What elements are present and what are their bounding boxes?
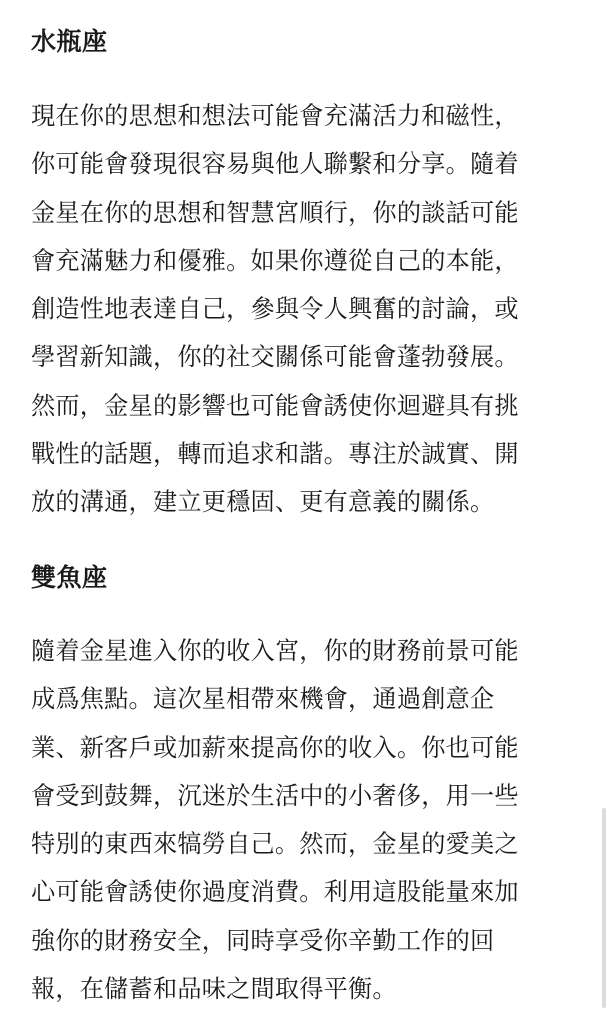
paragraph-line: 心可能會誘使你過度消費。利用這股能量來加	[31, 878, 519, 907]
paragraph-line: 然而，金星的影響也可能會誘使你迴避具有挑	[31, 391, 519, 420]
scrollbar-thumb[interactable]	[602, 808, 606, 1008]
paragraph-line: 金星在你的思想和智慧宮順行，你的談話可能	[31, 198, 519, 227]
paragraph-line: 強你的財務安全，同時享受你辛勤工作的回	[31, 926, 495, 955]
paragraph-line: 成爲焦點。這次星相帶來機會，通過創意企	[31, 685, 495, 714]
paragraph-line: 隨着金星進入你的收入宮，你的財務前景可能	[31, 637, 519, 665]
paragraph-line: 創造性地表達自己，參與令人興奮的討論，或	[31, 295, 519, 324]
paragraph-line: 業、新客戶或加薪來提高你的收入。你也可能	[31, 733, 519, 762]
paragraph-line: 學習新知識，你的社交關係可能會蓬勃發展。	[31, 343, 519, 372]
paragraph-line: 戰性的話題，轉而追求和諧。專注於誠實、開	[31, 440, 519, 469]
section-body-pisces	[31, 627, 519, 1013]
section-title-pisces: 雙魚座	[31, 563, 108, 592]
paragraph-line: 你可能會發現很容易與他人聯繫和分享。隨着	[31, 150, 519, 179]
paragraph-line: 現在你的思想和想法可能會充滿活力和磁性，	[31, 102, 519, 130]
paragraph-line: 會受到鼓舞，沉迷於生活中的小奢侈，用一些	[31, 781, 519, 810]
paragraph-line: 放的溝通，建立更穩固、更有意義的關係。	[31, 488, 495, 517]
section-title-aquarius: 水瓶座	[31, 27, 108, 56]
paragraph-line: 報，在儲蓄和品味之間取得平衡。	[31, 975, 397, 1004]
section-body-aquarius	[31, 92, 519, 527]
paragraph-line: 特別的東西來犒勞自己。然而，金星的愛美之	[31, 830, 519, 859]
paragraph-line: 會充滿魅力和優雅。如果你遵從自己的本能，	[31, 246, 519, 275]
